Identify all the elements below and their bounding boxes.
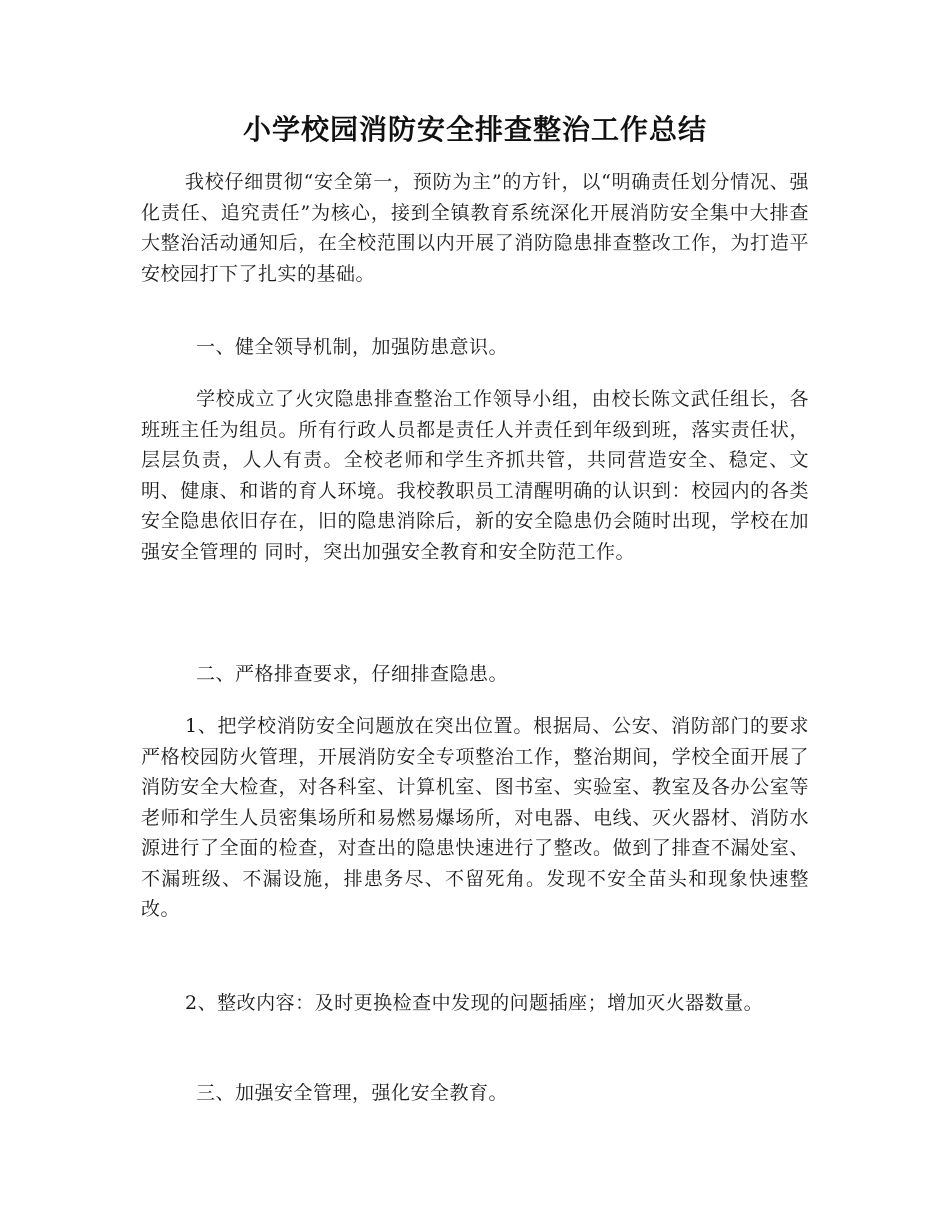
section-3-heading: 三、加强安全管理，强化安全教育。 bbox=[196, 1082, 509, 1104]
document-title: 小学校园消防安全排查整治工作总结 bbox=[242, 113, 707, 146]
section-2-heading: 二、严格排查要求，仔细排查隐患。 bbox=[196, 663, 509, 685]
intro-paragraph: 我校仔细贯彻“安全第一，预防为主”的方针，以“明确责任划分情况、强化责任、追究责任”为核心，接到全镇教育系统深化开展消防安全集中大排查大整治活动通知后，在全校范围以内开展了消防隐患排查整改工作，为打造平安校园打下了扎实的基础。 bbox=[141, 171, 809, 285]
section-1-body: 学校成立了火灾隐患排查整治工作领导小组，由校长陈文武任组长，各班班主任为组员。所有行政人员都是责任人并责任到年级到班，落实责任状，层层负责，人人有责。全校老师和学生齐抓共管，共同营造安全、稳定、文明、健康、和谐的育人环境。我校教职员工清醒明确的认识到：校园内的各类安全隐患依旧存在，旧的隐患消除后，新的安全隐患仍会随时出现，学校在加强安全管理的 同时，突出加强安全教育和安全防范工作。 bbox=[141, 388, 809, 563]
section-1-heading: 一、健全领导机制，加强防患意识。 bbox=[196, 336, 509, 358]
section-2-item-2: 2、整改内容：及时更换检查中发现的问题插座；增加灭火器数量。 bbox=[185, 992, 764, 1014]
section-2-item-1: 1、把学校消防安全问题放在突出位置。根据局、公安、消防部门的要求严格校园防火管理，开展消防安全专项整治工作，整治期间，学校全面开展了消防安全大检查，对各科室、计算机室、图书室、实验室、教室及各办公室等老师和学生人员密集场所和易燃易爆场所，对电器、电线、灭火器材、消防水源进行了全面的检查，对查出的隐患快速进行了整改。做到了排查不漏处室、不漏班级、不漏设施，排患务尽、不留死角。发现不安全苗头和现象快速整改。 bbox=[141, 715, 809, 920]
